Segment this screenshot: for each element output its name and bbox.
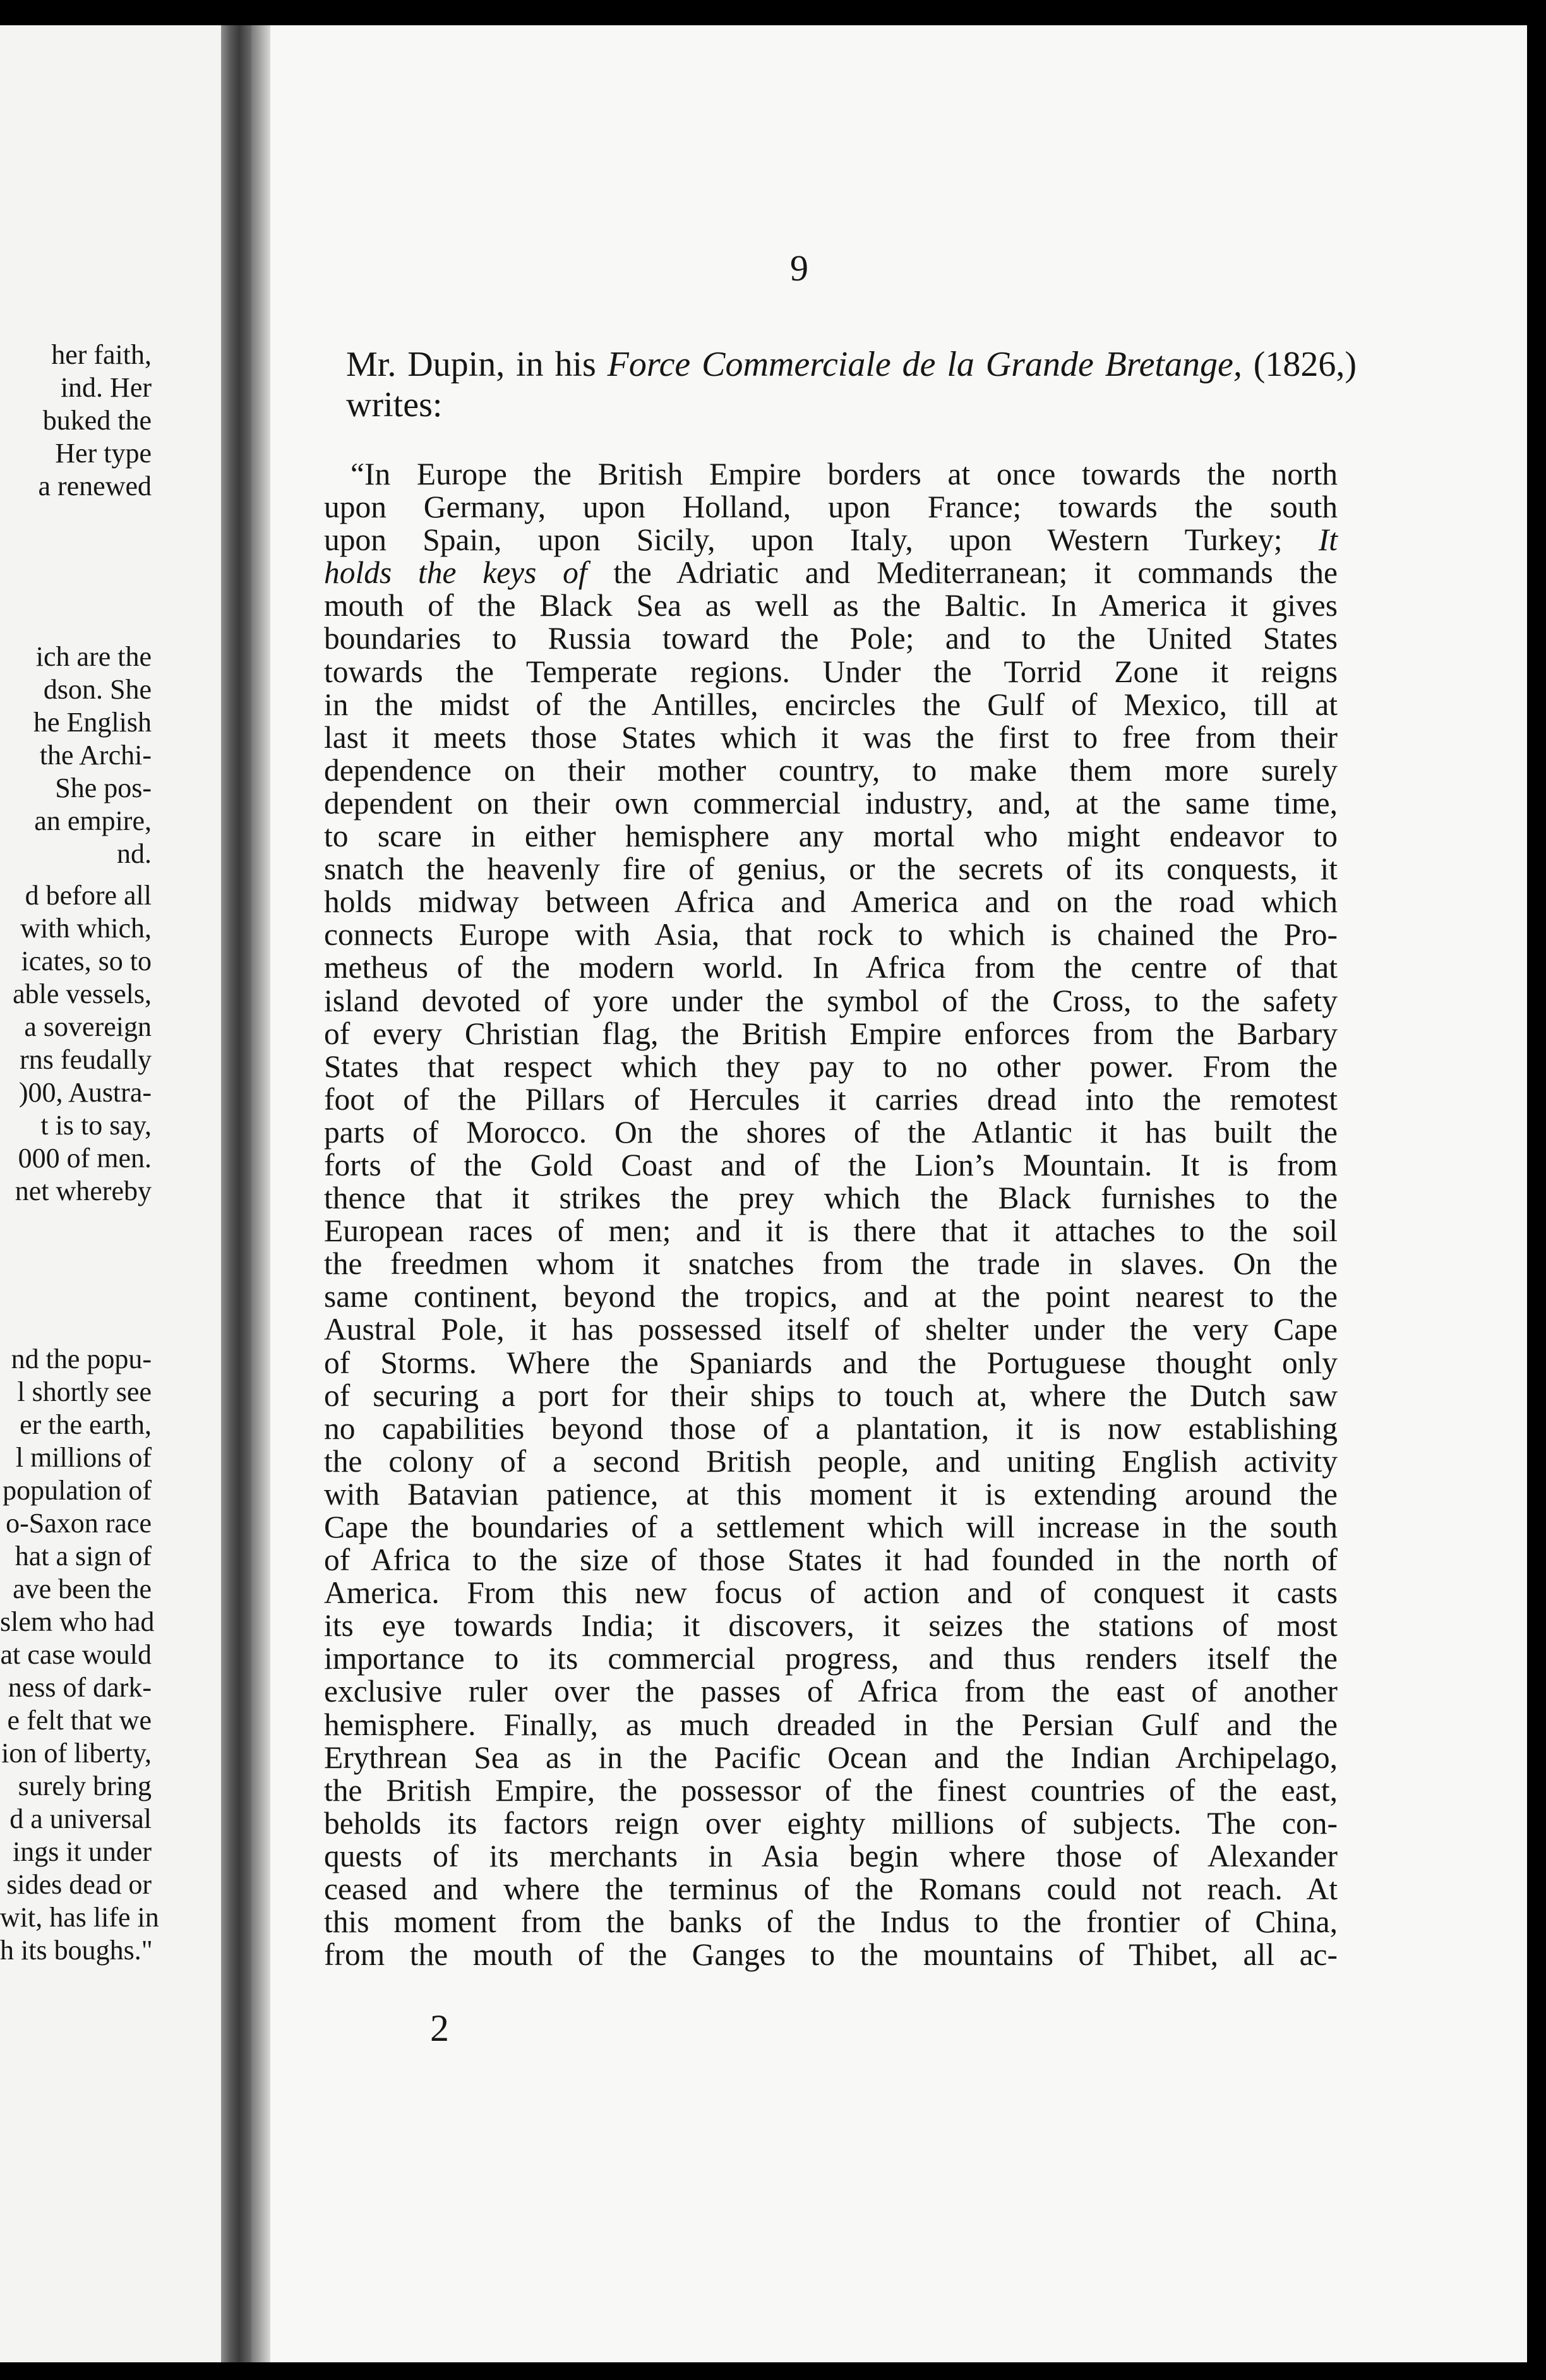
- left-page-line: population of: [3, 1475, 152, 1506]
- left-page-line: d a universal: [9, 1803, 152, 1834]
- quote-line: last it meets those States which it was the first to free from their: [324, 719, 1338, 755]
- intro-text-before: Mr. Dupin, in his: [346, 345, 608, 384]
- left-page-line: e felt that we: [7, 1705, 152, 1736]
- left-page-line: he English: [33, 707, 152, 738]
- left-page-line: ind. Her: [60, 372, 152, 403]
- quote-line: holds midway between Africa and America and on the road which: [324, 884, 1338, 920]
- left-page-line: o-Saxon race: [6, 1508, 152, 1539]
- quote-line: snatch the heavenly fire of genius, or the secrets of its conquests, it: [324, 851, 1338, 887]
- left-page-line: dson. She: [43, 674, 152, 705]
- quote-line: thence that it strikes the prey which the Black furnishes to the: [324, 1181, 1338, 1216]
- left-page-line: ich are the: [35, 641, 152, 672]
- quote-line: connects Europe with Asia, that rock to which is chained the Pro-: [324, 917, 1338, 953]
- quote-line: ceased and where the terminus of the Romans could not reach. At: [324, 1872, 1338, 1907]
- left-page-line: able vessels,: [13, 978, 152, 1009]
- left-page-line: nd.: [117, 838, 152, 869]
- quote-line-roman: the Adriatic and Mediterranean; it commands the: [587, 555, 1338, 591]
- quote-line: of Africa to the size of those States it had founded in the north of: [324, 1542, 1338, 1578]
- left-page-line: ness of dark-: [8, 1672, 152, 1703]
- left-facing-page: [0, 25, 221, 2362]
- quote-line: its eye towards India; it discovers, it seizes the stations of most: [324, 1608, 1338, 1644]
- quote-line: “In Europe the British Empire borders at once towards the north: [351, 457, 1338, 491]
- left-page-line: ave been the: [13, 1573, 152, 1604]
- quote-line: hemisphere. Finally, as much dreaded in the Persian Gulf and the: [324, 1707, 1338, 1742]
- quote-line: [324, 524, 1338, 556]
- left-page-line: l shortly see: [17, 1376, 152, 1407]
- left-page-line: net whereby: [15, 1175, 152, 1206]
- quote-line: the British Empire, the possessor of the finest countries of the east,: [324, 1772, 1338, 1808]
- quote-line: the colony of a second British people, and uniting English activity: [324, 1443, 1338, 1479]
- quote-line: metheus of the modern world. In Africa from the centre of that: [324, 950, 1338, 985]
- left-page-line: buked the: [42, 405, 152, 436]
- quote-line: parts of Morocco. On the shores of the Atlantic it has built the: [324, 1114, 1338, 1150]
- left-page-line: )00, Austra-: [18, 1077, 152, 1108]
- left-page-line: an empire,: [34, 805, 152, 836]
- quote-line: of securing a port for their ships to touch at, where the Dutch saw: [324, 1378, 1338, 1413]
- quote-line: to scare in either hemisphere any mortal who might endeavor to: [324, 819, 1338, 854]
- left-page-line: slem who had: [0, 1606, 155, 1637]
- quote-line: America. From this new focus of action and of conquest it casts: [324, 1575, 1338, 1611]
- quote-line: with Batavian patience, at this moment it is extending around the: [324, 1476, 1338, 1512]
- quote-line: beholds its factors reign over eighty millions of subjects. The con-: [324, 1805, 1338, 1841]
- quote-line: exclusive ruler over the passes of Africa from the east of another: [324, 1674, 1338, 1709]
- page-number: 9: [790, 248, 808, 289]
- gutter-shadow: [251, 25, 270, 2362]
- quote-line: mouth of the Black Sea as well as the Baltic. In America it gives: [324, 588, 1338, 623]
- left-page-line: l millions of: [15, 1442, 152, 1473]
- quote-line: towards the Temperate regions. Under the Torrid Zone it reigns: [324, 654, 1338, 689]
- left-page-line: ings it under: [13, 1836, 152, 1867]
- quote-line: of every Christian flag, the British Empire enforces from the Barbary: [324, 1016, 1338, 1051]
- left-page-line: hat a sign of: [15, 1541, 152, 1572]
- left-page-line: with which,: [20, 913, 152, 944]
- left-page-line: nd the popu-: [11, 1343, 152, 1374]
- left-page-line: h its boughs.": [0, 1935, 153, 1966]
- left-page-line: her faith,: [51, 339, 152, 370]
- left-page-line: Her type: [55, 438, 152, 469]
- left-page-line: the Archi-: [39, 740, 152, 771]
- quote-line: island devoted of yore under the symbol of the Cross, to the safety: [324, 983, 1338, 1018]
- quote-line: in the midst of the Antilles, encircles the Gulf of Mexico, till at: [324, 687, 1338, 722]
- left-page-line: at case would: [0, 1639, 152, 1670]
- quote-line: European races of men; and it is there that it attaches to the soil: [324, 1213, 1338, 1249]
- quote-line: Erythrean Sea as in the Pacific Ocean and the Indian Archipelago,: [324, 1740, 1338, 1775]
- left-page-line: d before all: [25, 880, 152, 911]
- quote-line: importance to its commercial progress, and thus renders itself the: [324, 1641, 1338, 1676]
- quote-line: Austral Pole, it has possessed itself of shelter under the very Cape: [324, 1312, 1338, 1347]
- quote-line-italic: holds the keys of: [324, 555, 587, 591]
- book-gutter: [221, 25, 251, 2362]
- quote-line: forts of the Gold Coast and of the Lion’s Mountain. It is from: [324, 1147, 1338, 1182]
- left-page-line: a sovereign: [24, 1011, 152, 1042]
- quote-line: dependent on their own commercial industry, and, at the same time,: [324, 785, 1338, 820]
- quote-line: dependence on their mother country, to make them more surely: [324, 752, 1338, 788]
- intro-text-after: (1826,) writes:: [346, 345, 1357, 424]
- quote-line: same continent, beyond the tropics, and at the point nearest to the: [324, 1279, 1338, 1314]
- quote-line-italic: It: [1318, 522, 1338, 558]
- quote-line-roman: upon Spain, upon Sicily, upon Italy, upon Western Turkey;: [324, 522, 1319, 558]
- left-page-line: surely bring: [18, 1770, 152, 1801]
- left-page-line: 000 of men.: [18, 1143, 152, 1174]
- quote-line: foot of the Pillars of Hercules it carries dread into the remotest: [324, 1081, 1338, 1117]
- quote-line: this moment from the banks of the Indus to the frontier of China,: [324, 1904, 1338, 1940]
- left-page-line: t is to say,: [40, 1110, 152, 1141]
- quote-line: States that respect which they pay to no other power. From the: [324, 1049, 1338, 1084]
- left-page-line: sides dead or: [6, 1869, 152, 1900]
- left-page-line: a renewed: [38, 471, 152, 502]
- left-page-line: ion of liberty,: [1, 1738, 152, 1769]
- quote-line: [324, 556, 1338, 589]
- quote-line: no capabilities beyond those of a plantation, it is now establishing: [324, 1410, 1338, 1446]
- quote-line: Cape the boundaries of a settlement which will increase in the south: [324, 1510, 1338, 1544]
- quote-line: quests of its merchants in Asia begin where those of Alexander: [324, 1838, 1338, 1873]
- book-title: Force Commerciale de la Grande Bretange,: [607, 345, 1242, 384]
- quote-line: the freedmen whom it snatches from the trade in slaves. On the: [324, 1246, 1338, 1282]
- signature-mark: 2: [430, 2007, 449, 2049]
- right-page: [270, 25, 1527, 2362]
- left-page-line: rns feudally: [20, 1044, 152, 1075]
- quote-line: of Storms. Where the Spaniards and the Portuguese thought only: [324, 1345, 1338, 1380]
- quote-line: upon Germany, upon Holland, upon France; towards the south: [324, 490, 1338, 525]
- quote-line: from the mouth of the Ganges to the mountains of Thibet, all ac-: [324, 1937, 1338, 1973]
- quotation-block: [324, 458, 1338, 1971]
- quote-line: boundaries to Russia toward the Pole; and to the United States: [324, 621, 1338, 656]
- left-page-line: She pos-: [55, 772, 152, 803]
- left-page-line: wit, has life in: [0, 1902, 159, 1933]
- left-page-line: er the earth,: [20, 1409, 152, 1440]
- intro-paragraph: [346, 344, 1357, 425]
- left-page-line: icates, so to: [21, 946, 152, 977]
